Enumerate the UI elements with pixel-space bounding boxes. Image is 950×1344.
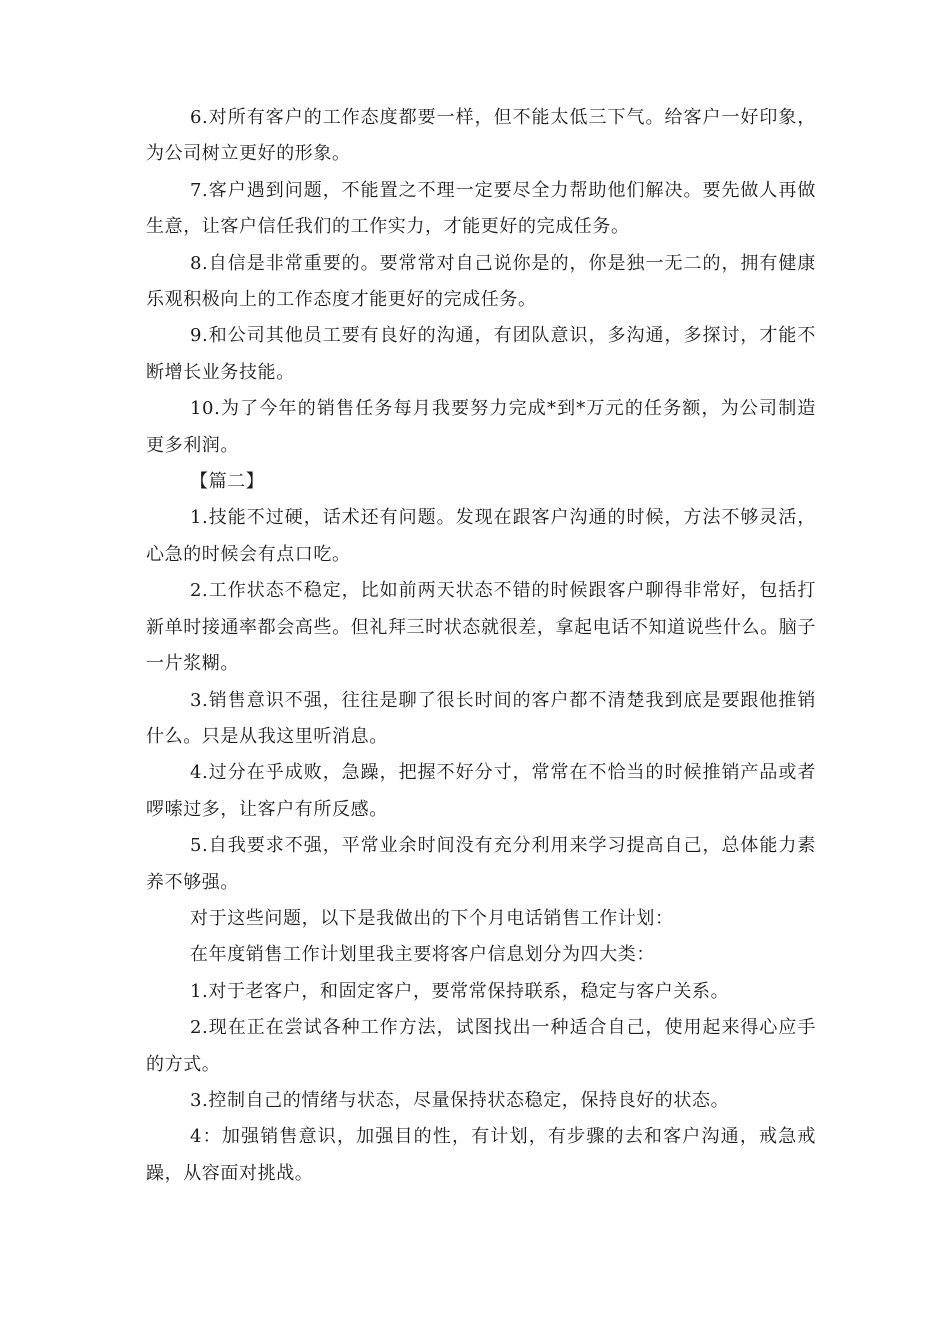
document-body [146, 100, 816, 1192]
paragraph-item-10: 10.为了今年的销售任务每月我要努力完成*到*万元的任务额，为公司制造更多利润。 [146, 398, 816, 456]
plan-intro-2: 在年度销售工作计划里我主要将客户信息划分为四大类： [190, 944, 655, 966]
problem-item-4: 4.过分在乎成败，急躁，把握不好分寸，常常在不恰当的时候推销产品或者啰嗦过多，让客户有所反感。 [146, 762, 816, 820]
section-heading: 【篇二】 [190, 471, 265, 493]
problem-item-1: 1.技能不过硬，话术还有问题。发现在跟客户沟通的时候，方法不够灵活，心急的时候会有点口吃。 [146, 507, 816, 565]
problem-item-3: 3.销售意识不强，往往是聊了很长时间的客户都不清楚我到底是要跟他推销什么。只是从我这里听消息。 [146, 689, 816, 747]
plan-item-4: 4：加强销售意识，加强目的性，有计划，有步骤的去和客户沟通，戒急戒躁，从容面对挑战。 [146, 1126, 816, 1184]
problem-item-5: 5.自我要求不强，平常业余时间没有充分利用来学习提高自己，总体能力素养不够强。 [146, 835, 816, 893]
plan-item-3: 3.控制自己的情绪与状态，尽量保持状态稳定，保持良好的状态。 [190, 1089, 730, 1111]
plan-item-1: 1.对于老客户，和固定客户，要常常保持联系，稳定与客户关系。 [190, 980, 730, 1002]
paragraph-item-7: 7.客户遇到问题，不能置之不理一定要尽全力帮助他们解决。要先做人再做生意，让客户信任我们的工作实力，才能更好的完成任务。 [146, 179, 816, 238]
plan-item-2: 2.现在正在尝试各种工作方法，试图找出一种适合自己，使用起来得心应手的方式。 [146, 1017, 816, 1075]
paragraph-item-8: 8.自信是非常重要的。要常常对自己说你是的，你是独一无二的，拥有健康乐观积极向上的工作态度才能更好的完成任务。 [146, 252, 816, 311]
plan-intro: 对于这些问题，以下是我做出的下个月电话销售工作计划： [190, 907, 674, 929]
paragraph-item-6: 6.对所有客户的工作态度都要一样，但不能太低三下气。给客户一好印象，为公司树立更好的形象。 [146, 107, 816, 165]
paragraph-item-9: 9.和公司其他员工要有良好的沟通，有团队意识，多沟通，多探讨，才能不断增长业务技能。 [146, 325, 816, 383]
problem-item-2: 2.工作状态不稳定，比如前两天状态不错的时候跟客户聊得非常好，包括打新单时接通率都会高些。但礼拜三时状态就很差，拿起电话不知道说些什么。脑子一片浆糊。 [146, 580, 816, 675]
